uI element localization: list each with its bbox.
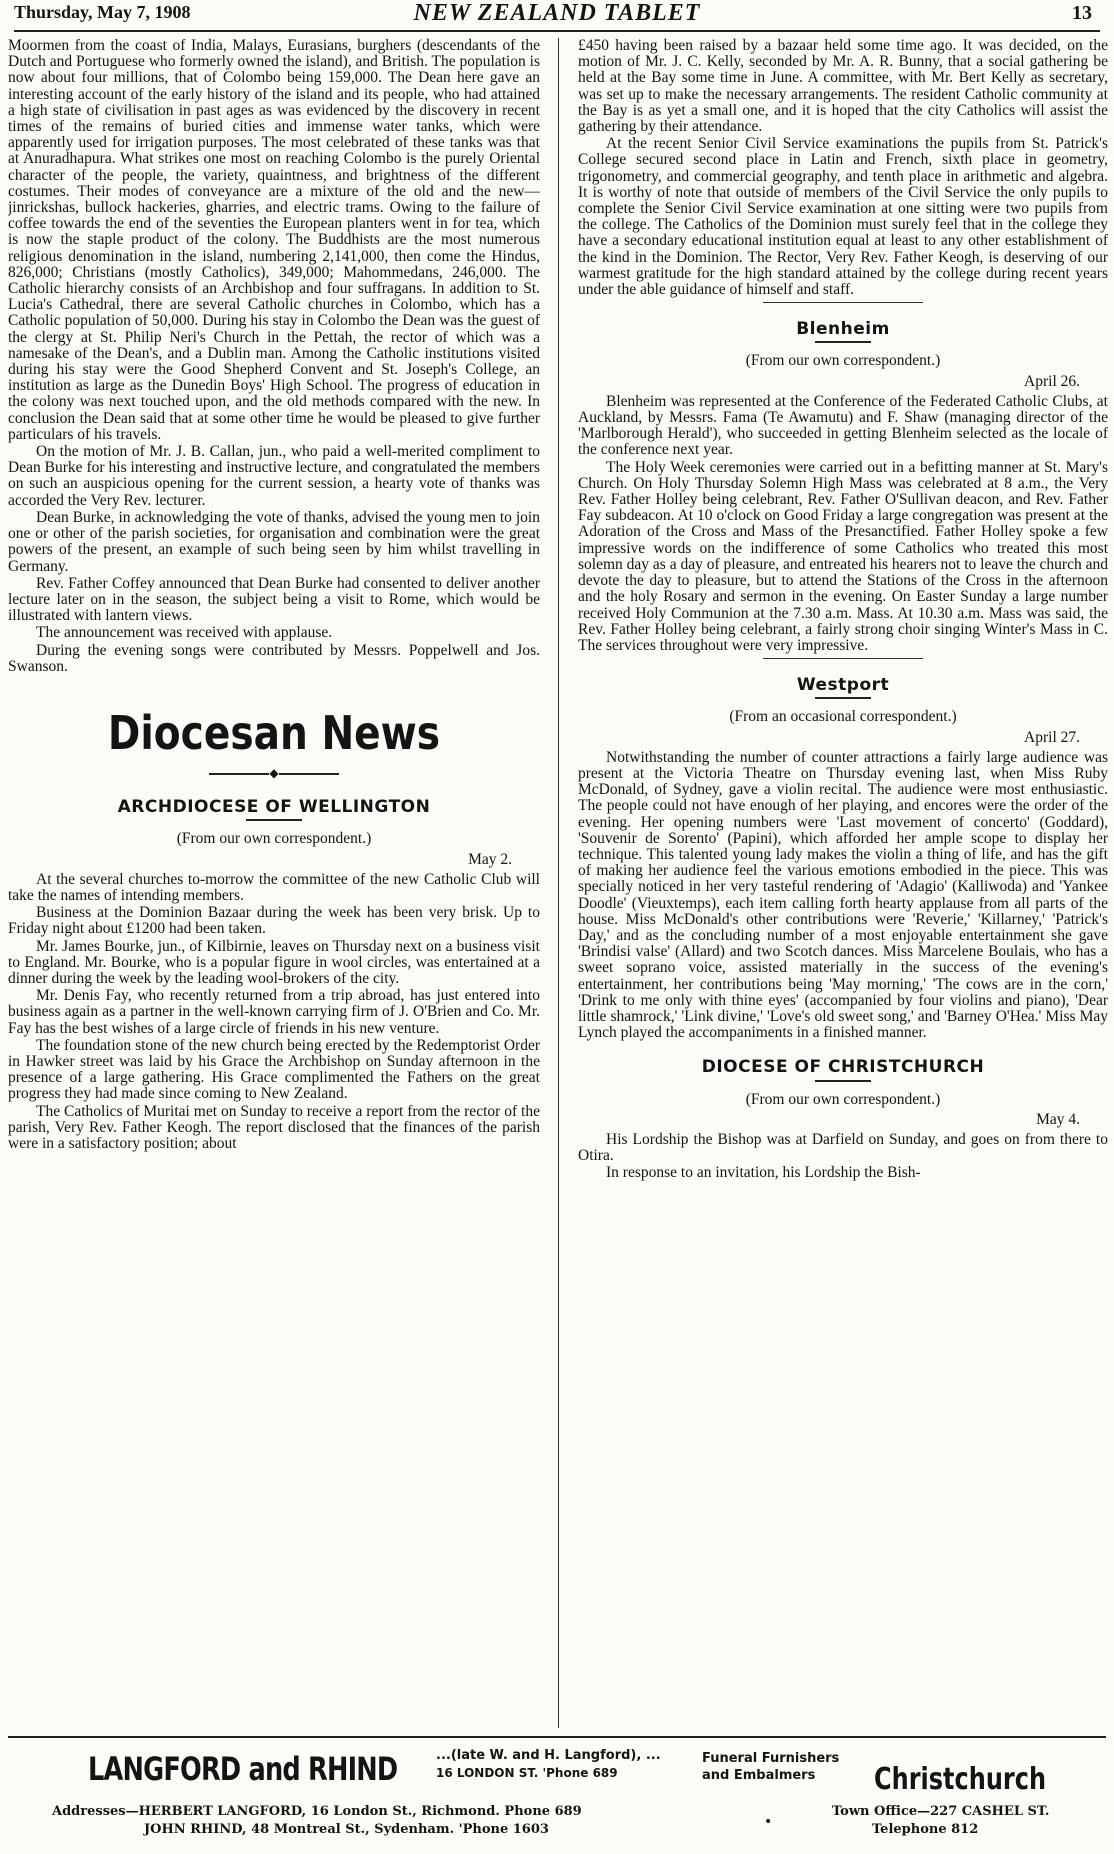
correspondent-line: (From our own correspondent.): [176, 830, 372, 848]
news-paragraph: Business at the Dominion Bazaar during the week has been very brisk. Up to Friday night about £1200 had been taken.: [8, 904, 540, 938]
advertiser-name: LANGFORD and RHIND: [88, 1750, 398, 1788]
news-paragraph: His Lordship the Bishop was at Darfield on Sunday, and goes on from there to Otira.: [578, 1130, 1108, 1165]
masthead-title: NEW ZEALAND TABLET: [413, 0, 701, 26]
correspondent-line: (From our own correspondent.): [745, 352, 941, 370]
left-column: [8, 38, 540, 1728]
news-paragraph: In response to an invitation, his Lordship the Bish-: [606, 1164, 921, 1182]
heading-rule: [815, 697, 871, 699]
right-column: [578, 38, 1108, 1728]
column-divider: [558, 38, 559, 1728]
page-number: 13: [1072, 2, 1092, 24]
ornament-divider: ◆: [8, 765, 540, 781]
blenheim-heading: Blenheim: [796, 319, 890, 340]
news-paragraph: At the recent Senior Civil Service examinations the pupils from St. Patrick's College secured second place in Latin and French, sixth place in geometry, trigonometry, and commercial geography, and tenth place in arithmetic and algebra. It is worthy of note that outside of members of the Civil Service the only pupils to complete the Senior Civil Service examination at one sitting were two pupils from the college. The Catholics of the Dominion must surely feel that in the college they have a secondary educational institution equal at least to any other establishment of the kind in the Dominion. The Rector, Very Rev. Father Keogh, is deserving of our warmest gratitude for the high standard attained by the college during recent years under the able guidance of himself and staff.: [578, 135, 1108, 299]
news-paragraph: £450 having been raised by a bazaar held some time ago. It was decided, on the motion of Mr. J. C. Kelly, seconded by Mr. A. R. Bunny, that a social gathering be held at the Bay some time in June. A committee, with Mr. Bert Kelly as secretary, was set up to make the necessary arrangements. The resident Catholic community at the Bay is as yet a small one, and it is hoped that the city Catholics will assist the gathering by their attendance.: [578, 38, 1108, 136]
dateline: April 27.: [1024, 728, 1080, 746]
archdiocese-wellington-heading: ARCHDIOCESE OF WELLINGTON: [117, 797, 431, 818]
news-paragraph: Blenheim was represented at the Conference of the Federated Catholic Clubs, at Auckland, by Messrs. Fama (Te Awamutu) and F. Shaw (managing director of the 'Marlborough Herald'), who succeeded in getting Blenheim selected as the locale of the conference next year.: [578, 392, 1108, 459]
christchurch-heading: DIOCESE OF CHRISTCHURCH: [701, 1057, 985, 1078]
news-paragraph: Mr. Denis Fay, who recently returned from a trip abroad, has just entered into business again as a partner in the well-known carrying firm of J. O'Brien and Co. Mr. Fay has the best wishes of a large circle of friends in his new venture.: [8, 987, 540, 1037]
dateline: April 26.: [1024, 372, 1080, 390]
heading-rule: [815, 341, 871, 343]
dateline: May 4.: [1036, 1110, 1080, 1128]
advertiser-town-office: Town Office—227 CASHEL ST.: [832, 1804, 1050, 1819]
advertiser-services: Funeral Furnishers and Embalmers: [702, 1751, 840, 1783]
news-paragraph: At the several churches to-morrow the committee of the new Catholic Club will take the names of intending members.: [8, 870, 540, 904]
vote-of-thanks-paragraph: On the motion of Mr. J. B. Callan, jun., who paid a well-merited compliment to Dean Burke for his interesting and instructive lecture, and congratulated the members on such an auspicious opening for the current session, a hearty vote of thanks was accorded the Very Rev. lecturer.: [8, 443, 540, 509]
dateline: May 2.: [468, 850, 512, 868]
news-paragraph: The Holy Week ceremonies were carried out in a befitting manner at St. Mary's Church. On Holy Thursday Solemn High Mass was celebrated at 8 a.m., the Very Rev. Father Holley being celebrant, Rev. Father O'Sullivan deacon, and Rev. Father Fay subdeacon. At 10 o'clock on Good Friday a large congregation was present at the Adoration of the Cross and Mass of the Presanctified. Father Holley spoke a few impressive words on the indifference of some Catholics who treated this most solemn day as a day of pleasure, and entreated his hearers not to leave the church and devote the day to pleasure, but to attend the Stations of the Cross in the afternoon and the holy Rosary and sermon in the evening. On Easter Sunday a large number received Holy Communion at the 7.30 a.m. Mass. At 10.30 a.m. Mass was said, the Rev. Father Holley being celebrant, a fairly strong choir singing Winter's Mass in C. The services throughout were very impressive.: [578, 458, 1108, 654]
applause-paragraph: The announcement was received with applause.: [36, 624, 333, 642]
heading-rule: [815, 1080, 871, 1082]
advertiser-formerly: ...(late W. and H. Langford), ...: [436, 1748, 661, 1763]
advertisement-footer: [8, 1736, 1106, 1850]
advertiser-telephone: Telephone 812: [872, 1822, 979, 1837]
section-end-rule: [763, 658, 923, 659]
advertiser-address-2: JOHN RHIND, 48 Montreal St., Sydenham. 'Phone 1603: [144, 1822, 549, 1837]
page-header: [14, 0, 1100, 32]
news-paragraph: Notwithstanding the number of counter attractions a fairly large audience was present at the Victoria Theatre on Thursday evening last, when Miss Ruby McDonald, of Sydney, gave a violin recital. The audience were most enthusiastic. The people could not have enough of her playing, and encores were the order of the evening. Her opening numbers were 'Last movement of concerto' (Goddard), 'Souvenir de Sorento' (Papini), which afforded her ample scope to display her technique. This talented young lady makes the violin a thing of life, and has the gift of making her audience feel the various emotions embodied in the piece. This was specially noticed in her very tasteful rendering of 'Adagio' (Kalliwoda) and 'Yankee Doodle' (Vieuxtemps), each item calling forth hearty applause from all parts of the house. Miss McDonald's other contributions were 'Reverie,' 'Killarney,' 'Patrick's Day,' and as the concluding number of a most enjoyable entertainment she gave 'Brindisi valse' (Allard) and two Scotch dances. Miss Marcelene Boulais, who has a sweet soprano voice, assisted materially in the success of the evening's entertainment, her contributions being 'May morning,' 'The cows are in the corn,' 'Drink to me only with thine eyes' (accompanied by four violins and piano), 'Dear little shamrock,' 'Link divine,' 'Love's old sweet song,' and 'Barney O'Hea.' Miss May Lynch played the accompaniments in a finished manner.: [578, 748, 1108, 1042]
advertiser-city: Christchurch: [874, 1762, 1047, 1797]
header-date: Thursday, May 7, 1908: [14, 2, 191, 22]
news-paragraph: The Catholics of Muritai met on Sunday to receive a report from the rector of the parish, Very Rev. Father Keogh. The report disclosed that the finances of the parish were in a satisfactory position; about: [8, 1102, 540, 1152]
lecture-paragraph: Moormen from the coast of India, Malays, Eurasians, burghers (descendants of the Dutch and Portuguese who formerly owned the island), and British. The population is now about four millions, that of Colombo being 159,000. The Dean here gave an interesting account of the early history of the island and its people, who had attained a high state of civilisation in past ages as was evidenced by the discovery in recent times of the remains of buried cities and immense water tanks, which were apparently used for irrigation purposes. The most celebrated of these tanks was that at Anuradhapura. What strikes one most on reaching Colombo is the purely Oriental character of the people, the variety, quaintness, and brightness of the different costumes. Their modes of conveyance are a mixture of the old and the new—jinrickshas, bullock hackeries, gharries, and electric trams. Owing to the failure of coffee towards the end of the seventies the European planters went in for tea, which is now the staple product of the colony. The Buddhists are the most numerous religious denomination in the island, numbering 2,141,000, then come the Hindus, 826,000; Christians (mostly Catholics), 349,000; Mahommedans, 246,000. The Catholic hierarchy consists of an Archbishop and four suffragans. In addition to St. Lucia's Cathedral, there are several Catholic churches in Colombo, which has a Catholic population of 50,000. During his stay in Colombo the Dean was the guest of the clergy at St. Philip Neri's Church in the Pettah, the rector of which was a namesake of the Dean's, and a Dublin man. Among the Catholic institutions visited during his stay were the Good Shepherd Convent and St. Joseph's College, an institution as large as the Dunedin Boys' High School. The progress of education in the colony was next touched upon, and the old methods compared with the new. In conclusion the Dean said that at some other time he would be pleased to give further particulars of his travels.: [8, 38, 540, 443]
next-lecture-paragraph: Rev. Father Coffey announced that Dean Burke had consented to deliver another lecture later on in the season, the subject being a visit to Rome, which would be illustrated with lantern views.: [8, 574, 540, 625]
westport-heading: Westport: [796, 675, 890, 696]
acknowledgement-paragraph: Dean Burke, in acknowledging the vote of thanks, advised the young men to join one or other of the parish societies, for organisation and combination were the great powers of the present, an example of such being seen by him whilst travelling in Germany.: [8, 508, 540, 575]
diocesan-news-title: Diocesan News: [107, 705, 441, 760]
advertiser-street-phone: 16 LONDON ST. 'Phone 689: [436, 1766, 618, 1780]
section-end-rule: [763, 302, 923, 303]
news-paragraph: The foundation stone of the new church being erected by the Redemptorist Order in Hawker street was laid by his Grace the Archbishop on Sunday afternoon in the presence of a large gathering. His Grace complimented the Fathers on the great progress they had made since coming to New Zealand.: [8, 1036, 540, 1103]
correspondent-line: (From our own correspondent.): [745, 1090, 941, 1108]
news-paragraph: Mr. James Bourke, jun., of Kilbirnie, leaves on Thursday next on a business visit to England. Mr. Bourke, who is a popular figure in wool circles, was entertained at a dinner during the week by the leading wool-brokers of the city.: [8, 937, 540, 987]
advertiser-address-1: Addresses—HERBERT LANGFORD, 16 London St., Richmond. Phone 689: [52, 1804, 582, 1819]
songs-paragraph: During the evening songs were contributed by Messrs. Poppelwell and Jos. Swanson.: [8, 641, 540, 675]
bullet-icon: •: [764, 1814, 773, 1830]
correspondent-line: (From an occasional correspondent.): [729, 708, 957, 726]
heading-rule: [246, 819, 302, 821]
